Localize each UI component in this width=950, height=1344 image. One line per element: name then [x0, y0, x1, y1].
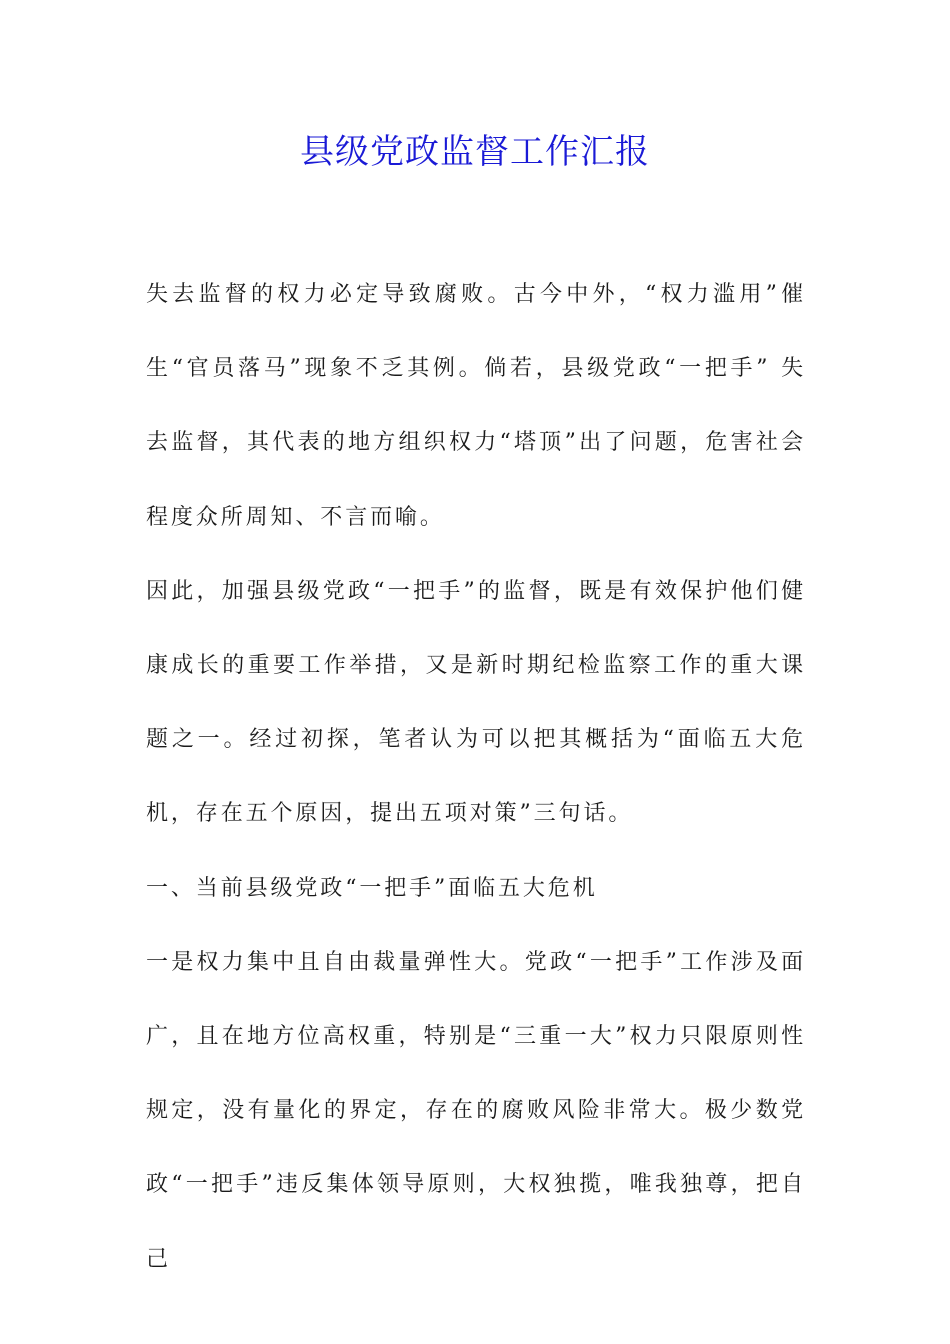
section-heading-1: 一、当前县级党政“一把手”面临五大危机 [146, 875, 598, 901]
document-title: 县级党政监督工作汇报 [300, 132, 650, 172]
paragraph-intro: 失去监督的权力必定导致腐败。古今中外，“权力滥用”催生“官员落马”现象不乏其例。倘若，县级党政“一把手” 失去监督，其代表的地方组织权力“塔顶”出了问题，危害社会程度众所周知、不言而喻。 [146, 282, 806, 530]
paragraph-crisis-1: 一是权力集中且自由裁量弹性大。党政“一把手”工作涉及面广，且在地方位高权重，特别是“三重一大”权力只限原则性规定，没有量化的界定，存在的腐败风险非常大。极少数党政“一把手”违反集体领导原则，大权独揽，唯我独尊，把自己 [146, 949, 806, 1272]
document-body [146, 258, 806, 1297]
paragraph-purpose: 因此，加强县级党政“一把手”的监督，既是有效保护他们健康成长的重要工作举措，又是新时期纪检监察工作的重大课题之一。经过初探，笔者认为可以把其概括为“面临五大危机，存在五个原因，提出五项对策”三句话。 [146, 578, 806, 827]
